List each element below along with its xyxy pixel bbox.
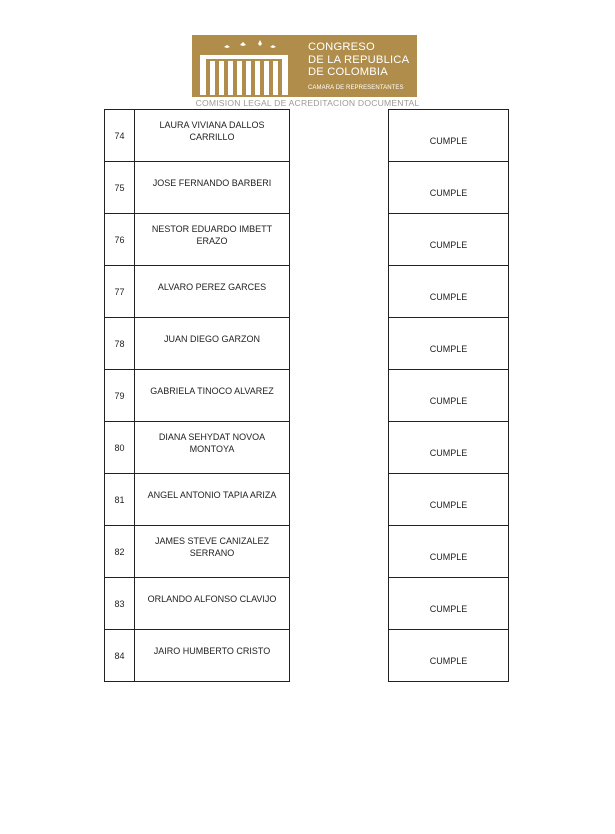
status-cell: CUMPLE xyxy=(389,630,509,682)
representative-name-cell xyxy=(135,578,290,630)
row-number: 81 xyxy=(105,474,135,526)
representative-name-cell xyxy=(135,422,290,474)
representative-name-cell xyxy=(135,630,290,682)
representative-name-cell xyxy=(135,318,290,370)
blank-cell xyxy=(290,526,389,578)
blank-cell xyxy=(290,630,389,682)
table-row xyxy=(105,474,509,526)
table-row xyxy=(105,370,509,422)
representative-name: LAURA VIVIANA DALLOS CARRILLO xyxy=(159,119,265,142)
blank-cell xyxy=(290,162,389,214)
status-cell: CUMPLE xyxy=(389,214,509,266)
status-cell: CUMPLE xyxy=(389,578,509,630)
row-number: 76 xyxy=(105,214,135,266)
status-cell: CUMPLE xyxy=(389,318,509,370)
representative-name: NESTOR EDUARDO IMBETT ERAZO xyxy=(151,223,273,246)
row-number: 78 xyxy=(105,318,135,370)
logo-subtitle: CAMARA DE REPRESENTANTES xyxy=(308,84,404,91)
status-cell: CUMPLE xyxy=(389,110,509,162)
representative-name-cell xyxy=(135,474,290,526)
representative-name-cell xyxy=(135,214,290,266)
table-row xyxy=(105,526,509,578)
status-cell: CUMPLE xyxy=(389,266,509,318)
row-number: 79 xyxy=(105,370,135,422)
page-header xyxy=(190,33,425,111)
table-row xyxy=(105,630,509,682)
table-row xyxy=(105,422,509,474)
representative-name: JAIRO HUMBERTO CRISTO xyxy=(153,645,271,656)
logo-text xyxy=(308,41,416,94)
representative-name: GABRIELA TINOCO ALVAREZ xyxy=(150,385,274,396)
capitol-emblem-icon xyxy=(196,39,296,95)
status-cell: CUMPLE xyxy=(389,422,509,474)
logo-line-3: DE COLOMBIA xyxy=(308,66,388,78)
status-cell: CUMPLE xyxy=(389,370,509,422)
table-row xyxy=(105,162,509,214)
representative-name: JOSE FERNANDO BARBERI xyxy=(152,177,272,188)
representative-name-cell xyxy=(135,110,290,162)
blank-cell xyxy=(290,370,389,422)
blank-cell xyxy=(290,422,389,474)
blank-cell xyxy=(290,214,389,266)
blank-cell xyxy=(290,578,389,630)
blank-cell xyxy=(290,474,389,526)
table-row xyxy=(105,318,509,370)
status-cell: CUMPLE xyxy=(389,162,509,214)
blank-cell xyxy=(290,266,389,318)
status-cell: CUMPLE xyxy=(389,474,509,526)
row-number: 83 xyxy=(105,578,135,630)
representative-name-cell xyxy=(135,162,290,214)
row-number: 74 xyxy=(105,110,135,162)
row-number: 77 xyxy=(105,266,135,318)
table-body xyxy=(105,110,509,682)
logo-line-2: DE LA REPUBLICA xyxy=(308,53,410,66)
representative-name-cell xyxy=(135,526,290,578)
row-number: 82 xyxy=(105,526,135,578)
header-caption: COMISION LEGAL DE ACREDITACION DOCUMENTAL xyxy=(195,98,420,108)
representative-name: JAMES STEVE CANIZALEZ SERRANO xyxy=(154,535,270,558)
table-row xyxy=(105,110,509,162)
congress-logo xyxy=(192,35,417,97)
blank-cell xyxy=(290,318,389,370)
representative-name: ANGEL ANTONIO TAPIA ARIZA xyxy=(147,489,277,500)
representative-name-cell xyxy=(135,370,290,422)
row-number: 84 xyxy=(105,630,135,682)
status-cell: CUMPLE xyxy=(389,526,509,578)
blank-cell xyxy=(290,110,389,162)
representative-name-cell xyxy=(135,266,290,318)
row-number: 80 xyxy=(105,422,135,474)
table-row xyxy=(105,214,509,266)
row-number: 75 xyxy=(105,162,135,214)
logo-line-1: CONGRESO xyxy=(308,41,375,53)
table-row xyxy=(105,578,509,630)
table-row xyxy=(105,266,509,318)
representative-name: ALVARO PEREZ GARCES xyxy=(157,281,267,292)
representative-name: JUAN DIEGO GARZON xyxy=(163,333,260,344)
representative-name: ORLANDO ALFONSO CLAVIJO xyxy=(147,593,277,604)
representative-name: DIANA SEHYDAT NOVOA MONTOYA xyxy=(158,431,266,454)
accreditation-table xyxy=(104,109,509,682)
